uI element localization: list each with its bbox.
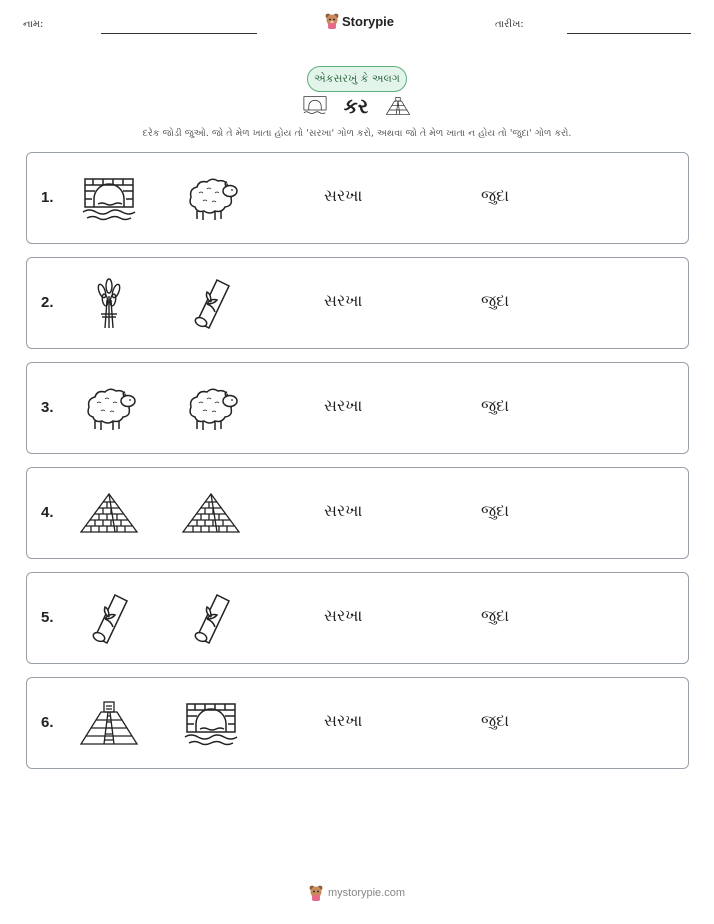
brand-name: Storypie	[342, 13, 395, 29]
bear-icon	[309, 885, 323, 901]
scroll-icon	[181, 276, 241, 330]
different-option[interactable]: જુદા	[481, 291, 510, 310]
same-option[interactable]: સરખા	[324, 606, 363, 625]
step-pyramid-icon	[79, 696, 139, 750]
footer-site: mystorypie.com	[327, 887, 406, 899]
question-row	[26, 677, 689, 769]
step-pyramid-icon	[382, 94, 414, 118]
sheep-icon	[79, 381, 139, 435]
question-row	[26, 362, 689, 454]
same-option[interactable]: સરખા	[324, 186, 363, 205]
same-option[interactable]: સરખા	[324, 501, 363, 520]
question-number: 6.	[41, 714, 54, 731]
same-option[interactable]: સરખા	[324, 711, 363, 730]
instructions: દરેક જોડી જુઓ. જો તે મેળ ખાતા હોય તો 'સરખા' ગોળ કરો, અથવા જો તે મેળ ખાતા ન હોય તો 'જુદા' ગોળ કરો.	[142, 128, 572, 139]
name-line[interactable]	[101, 33, 257, 34]
scroll-icon	[79, 591, 139, 645]
question-number: 5.	[41, 609, 54, 626]
bear-icon	[325, 13, 339, 29]
date-label: તારીખ:	[495, 19, 524, 30]
scroll-icon	[181, 591, 241, 645]
different-option[interactable]: જુદા	[481, 396, 510, 415]
bridge-icon	[300, 94, 330, 118]
bridge-icon	[181, 696, 241, 750]
question-number: 4.	[41, 504, 54, 521]
pyramid-icon	[181, 486, 241, 540]
different-option[interactable]: જુદા	[481, 501, 510, 520]
title-row	[0, 94, 714, 118]
bridge-icon	[79, 171, 139, 225]
different-option[interactable]: જુદા	[481, 606, 510, 625]
question-number: 3.	[41, 399, 54, 416]
question-row	[26, 572, 689, 664]
different-option[interactable]: જુદા	[481, 186, 510, 205]
footer	[0, 885, 714, 901]
pyramid-icon	[79, 486, 139, 540]
same-option[interactable]: સરખા	[324, 291, 363, 310]
question-number: 2.	[41, 294, 54, 311]
question-row	[26, 152, 689, 244]
page-title: કર	[343, 94, 369, 118]
same-option[interactable]: સરખા	[324, 396, 363, 415]
question-row	[26, 257, 689, 349]
question-number: 1.	[41, 189, 54, 206]
date-line[interactable]	[567, 33, 691, 34]
brand-logo	[325, 13, 394, 29]
different-option[interactable]: જુદા	[481, 711, 510, 730]
question-row	[26, 467, 689, 559]
wheat-icon	[79, 276, 139, 330]
name-label: નામ:	[23, 19, 44, 30]
category-text: એકસરખું કે અલગ	[314, 72, 400, 85]
category-badge	[307, 66, 407, 92]
sheep-icon	[181, 171, 241, 225]
sheep-icon	[181, 381, 241, 435]
